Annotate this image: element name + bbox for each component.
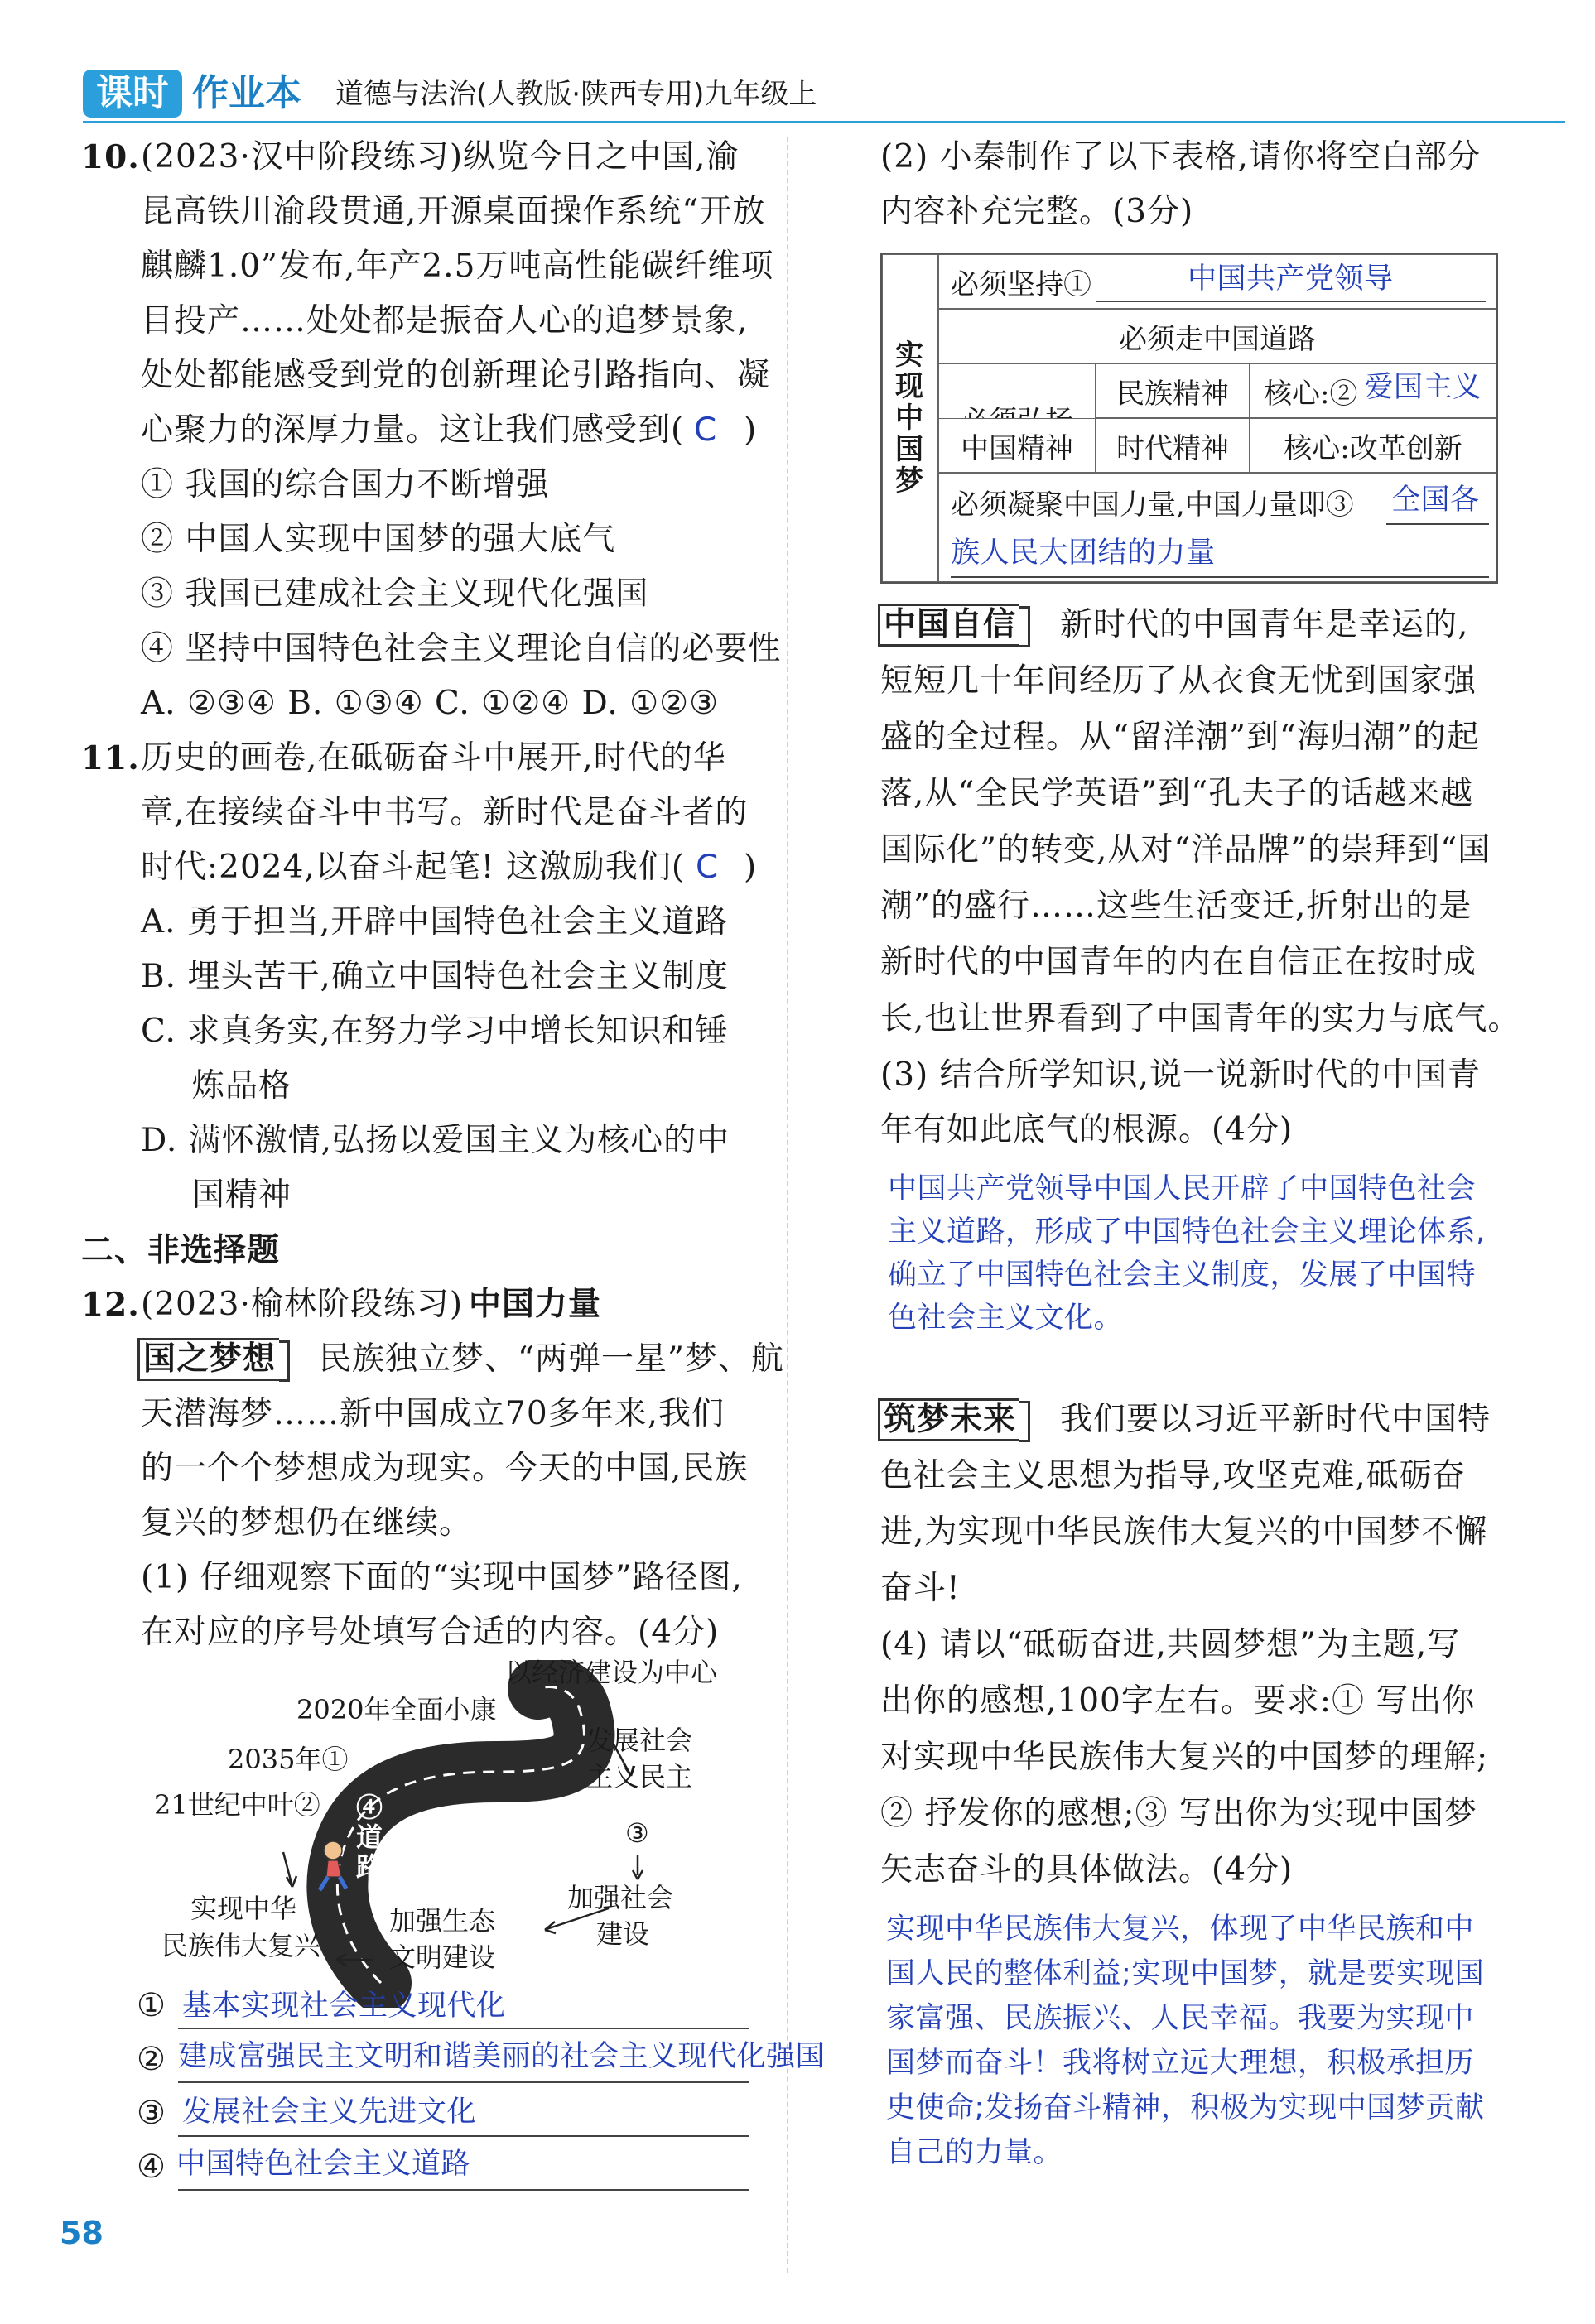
ans4-line: 国梦而奋斗！我将树立远大理想，积极承担历 xyxy=(886,2047,1475,2080)
series-logo: 课时 xyxy=(83,70,182,118)
table-r1-blank xyxy=(1096,261,1486,302)
q10-line: 麒麟1.0”发布,年产2.5万吨高性能碳纤维项 xyxy=(141,248,774,285)
table-side-label: 实现中国梦 xyxy=(882,254,938,582)
label-rejuvenation-1: 实现中华 xyxy=(190,1893,297,1924)
table-row-1 xyxy=(938,254,1496,309)
q12-p3-line: 进,为实现中华民族伟大复兴的中国梦不懈 xyxy=(880,1513,1488,1551)
subject-title: 道德与法治(人教版·陕西专用)九年级上 xyxy=(335,78,817,111)
table-r1-answer: 中国共产党领导 xyxy=(1188,262,1394,296)
q10-line: 心聚力的深厚力量。这让我们感受到( xyxy=(141,411,685,449)
q12-sub4-line: 对实现中华民族伟大复兴的中国梦的理解; xyxy=(880,1739,1489,1776)
label-ecology-1: 加强生态 xyxy=(389,1905,496,1937)
table-r5-label: 必须凝聚中国力量,中国力量即③ xyxy=(951,488,1354,522)
q12-sub4-line: (4) 请以“砥砺奋进,共圆梦想”为主题,写 xyxy=(880,1626,1461,1663)
label-society-1: 加强社会 xyxy=(567,1882,674,1913)
label-mid-century: 21世纪中叶② xyxy=(154,1789,320,1821)
table-row-5 xyxy=(938,473,1496,582)
label-economy: 以经济建设为中心 xyxy=(505,1657,718,1688)
fill-blank xyxy=(178,2189,749,2191)
fill-row-4 xyxy=(137,2144,754,2191)
q11-option: A. 勇于担当,开辟中国特色社会主义道路 xyxy=(141,903,729,941)
q12-p2-line: 新时代的中国青年的内在自信正在按时成 xyxy=(880,944,1477,981)
q12-sub3-line: (3) 结合所学知识,说一说新时代的中国青 xyxy=(880,1056,1482,1094)
q12-sub2-line: 内容补充完整。(3分) xyxy=(880,193,1194,230)
q12-p3-line: 色社会主义思想为指导,攻坚克难,砥砺奋 xyxy=(880,1457,1466,1494)
q10-number: 10. xyxy=(81,138,140,176)
q12-p3-line: 我们要以习近平新时代中国特 xyxy=(1060,1401,1491,1438)
tag-future xyxy=(878,1393,1030,1447)
section-heading: 二、非选择题 xyxy=(81,1231,281,1269)
ans3-line: 确立了中国特色社会主义制度，发展了中国特 xyxy=(888,1258,1477,1292)
fill-mark: ② xyxy=(137,2041,166,2078)
ans4-line: 史使命;发扬奋斗精神，积极为实现中国梦贡献 xyxy=(886,2091,1485,2124)
q12-number: 12. xyxy=(81,1286,140,1324)
q12-sub1-line: 在对应的序号处填写合适的内容。(4分) xyxy=(141,1614,720,1651)
q11-number: 11. xyxy=(81,739,140,777)
q12-p1-line: 复兴的梦想仍在继续。 xyxy=(141,1504,473,1542)
fill-row-2 xyxy=(137,2037,826,2083)
fill-mark: ③ xyxy=(137,2095,166,2132)
q12-title: 中国力量 xyxy=(469,1286,602,1323)
q11-option: C. 求真务实,在努力学习中增长知识和锤 xyxy=(141,1013,729,1050)
table-r3-core xyxy=(1250,363,1496,418)
label-ecology-2: 文明建设 xyxy=(389,1941,496,1973)
table-r3-spirit: 民族精神 xyxy=(1096,363,1250,418)
fill-row-1 xyxy=(137,1983,754,2029)
column-divider xyxy=(787,137,788,2273)
tag-bracket xyxy=(279,1340,290,1382)
ans3-line: 主义道路，形成了中国特色社会主义理论体系, xyxy=(888,1215,1486,1249)
tag-label: 筑梦未来 xyxy=(878,1398,1019,1441)
q10-line: 目投产……处处都是振奋人心的追梦景象, xyxy=(141,302,749,339)
table-r1-label: 必须坚持① xyxy=(951,267,1091,301)
fill-mark: ④ xyxy=(137,2148,166,2186)
table-row-2: 必须走中国道路 xyxy=(938,309,1496,363)
q11-line: 历史的画卷,在砥砺奋斗中展开,时代的华 xyxy=(141,739,726,777)
table-r3-answer: 爱国主义 xyxy=(1364,371,1482,404)
tag-guozhi xyxy=(137,1332,290,1387)
label-2035: 2035年① xyxy=(228,1744,349,1775)
q12-p1-line: 天潜海梦……新中国成立70多年来,我们 xyxy=(141,1395,725,1432)
label-road: ④道路 xyxy=(356,1792,383,1883)
q12-sub1-line: (1) 仔细观察下面的“实现中国梦”路径图, xyxy=(141,1559,743,1596)
q12-p3-line: 奋斗! xyxy=(880,1570,961,1607)
fill-answer-4: 中国特色社会主义道路 xyxy=(176,2148,471,2181)
label-democracy-1: 发展社会 xyxy=(586,1725,693,1756)
q12-p1-line: 的一个个梦想成为现实。今天的中国,民族 xyxy=(141,1450,749,1487)
fill-answer-3: 发展社会主义先进文化 xyxy=(182,2095,477,2129)
ans3-line: 色社会主义文化。 xyxy=(888,1302,1124,1335)
q11-option: 炼品格 xyxy=(192,1067,292,1104)
q12-p2-line: 落,从“全民学英语”到“孔夫子的话越来越 xyxy=(880,775,1474,812)
label-society-2: 建设 xyxy=(596,1918,650,1950)
runner-icon xyxy=(324,1841,342,1860)
label-3: ③ xyxy=(625,1817,649,1849)
q12-p2-line: 国际化”的转变,从对“洋品牌”的崇拜到“国 xyxy=(880,831,1491,868)
ans3-line: 中国共产党领导中国人民开辟了中国特色社会 xyxy=(888,1172,1477,1205)
table-r5-answer-1: 全国各 xyxy=(1391,484,1480,517)
page-number: 58 xyxy=(60,2215,104,2251)
q10-choices: A. ②③④ B. ①③④ C. ①②④ D. ①②③ xyxy=(141,685,720,722)
q12-sub4-line: 矢志奋斗的具体做法。(4分) xyxy=(880,1851,1294,1889)
tag-label: 国之梦想 xyxy=(137,1338,279,1381)
q10-line: (2023·汉中阶段练习)纵览今日之中国,渝 xyxy=(141,138,740,176)
ans4-line: 家富强、民族振兴、人民幸福。我要为实现中 xyxy=(886,2002,1475,2035)
fill-row-3 xyxy=(137,2091,754,2137)
china-dream-table xyxy=(880,253,1498,584)
q11-line: ) xyxy=(744,849,758,886)
q11-option: B. 埋头苦干,确立中国特色社会主义制度 xyxy=(141,958,729,995)
q10-line: 昆高铁川渝段贯通,开源桌面操作系统“开放 xyxy=(141,193,766,230)
q11-answer: C xyxy=(696,849,720,886)
q10-option: ① 我国的综合国力不断增强 xyxy=(141,466,550,503)
q12-p1-line: 民族独立梦、“两弹一星”梦、航 xyxy=(319,1340,784,1378)
tag-bracket xyxy=(1019,1401,1030,1442)
q11-option: D. 满怀激情,弘扬以爱国主义为核心的中 xyxy=(141,1122,730,1159)
q12-p2-line: 潮”的盛行……这些生活变迁,折射出的是 xyxy=(880,888,1472,925)
q10-option: ④ 坚持中国特色社会主义理论自信的必要性 xyxy=(141,630,782,667)
table-r5-blank-2 xyxy=(951,576,1489,578)
fill-blank xyxy=(178,2081,749,2083)
ans4-line: 国人民的整体利益;实现中国梦，就是要实现国 xyxy=(886,1957,1485,1990)
table-r3-core-label: 核心:② xyxy=(1264,377,1358,411)
table-r5-blank-1 xyxy=(1386,523,1489,525)
q12-p2-line: 长,也让世界看到了中国青年的实力与底气。 xyxy=(880,1000,1521,1037)
q12-p2-line: 盛的全过程。从“留洋潮”到“海归潮”的起 xyxy=(880,719,1480,756)
fill-blank xyxy=(178,2135,749,2137)
q12-sub4-line: 出你的感想,100字左右。要求:① 写出你 xyxy=(880,1682,1476,1720)
china-dream-path-diagram xyxy=(149,1657,787,2008)
q11-line: 时代:2024,以奋斗起笔! 这激励我们( xyxy=(141,849,686,886)
label-democracy-2: 主义民主 xyxy=(586,1761,693,1792)
q11-option: 国精神 xyxy=(192,1176,292,1214)
tag-confidence xyxy=(878,598,1030,652)
series-title: 作业本 xyxy=(192,72,301,114)
q10-answer: C xyxy=(694,411,718,449)
header-rule xyxy=(83,121,1565,123)
table-r4-spirit: 时代精神 xyxy=(1096,418,1250,473)
q12-p2-line: 新时代的中国青年是幸运的, xyxy=(1060,606,1469,643)
q12-sub4-line: ② 抒发你的感想;③ 写出你为实现中国梦 xyxy=(880,1795,1477,1832)
fill-mark: ① xyxy=(137,1987,166,2024)
q12-sub3-line: 年有如此底气的根源。(4分) xyxy=(880,1111,1294,1148)
q12-p2-line: 短短几十年间经历了从衣食无忧到国家强 xyxy=(880,662,1477,700)
table-r4-core: 核心:改革创新 xyxy=(1250,418,1496,473)
label-rejuvenation-2: 民族伟大复兴 xyxy=(161,1930,321,1961)
q10-option: ② 中国人实现中国梦的强大底气 xyxy=(141,521,616,558)
tag-bracket xyxy=(1019,606,1030,647)
q10-line: 处处都能感受到党的创新理论引路指向、凝 xyxy=(141,357,771,394)
table-r4-label: 中国精神 xyxy=(938,418,1096,473)
q12-sub2-line: (2) 小秦制作了以下表格,请你将空白部分 xyxy=(880,138,1482,176)
label-2020: 2020年全面小康 xyxy=(296,1694,497,1725)
fill-answer-1: 基本实现社会主义现代化 xyxy=(182,1990,506,2023)
q10-line: ) xyxy=(744,411,758,449)
ans4-line: 自己的力量。 xyxy=(886,2136,1063,2169)
table-r5-answer-2: 族人民大团结的力量 xyxy=(951,536,1216,570)
q11-line: 章,在接续奋斗中书写。新时代是奋斗者的 xyxy=(141,794,749,831)
q10-option: ③ 我国已建成社会主义现代化强国 xyxy=(141,575,649,613)
fill-answer-2: 建成富强民主文明和谐美丽的社会主义现代化强国 xyxy=(178,2040,826,2073)
ans4-line: 实现中华民族伟大复兴，体现了中华民族和中 xyxy=(886,1913,1475,1946)
q12-source: (2023·榆林阶段练习) xyxy=(141,1286,464,1323)
tag-label: 中国自信 xyxy=(878,604,1019,647)
